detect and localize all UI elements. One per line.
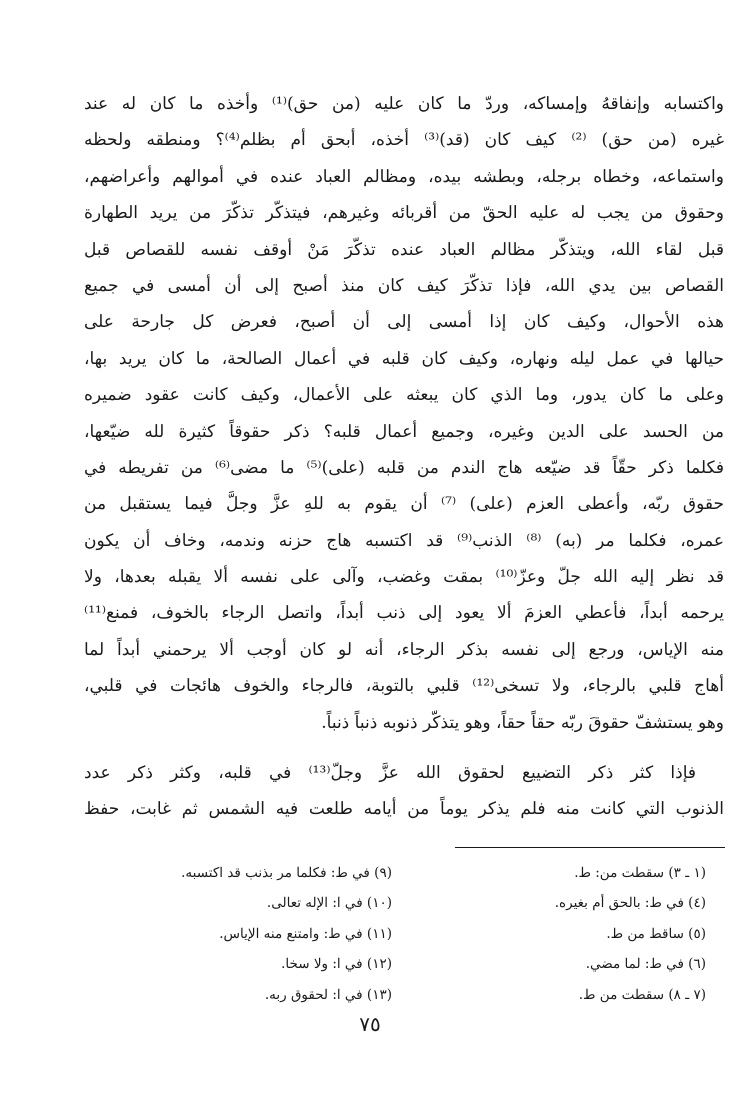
footnote: (١٣) في ا: لحقوق ربه. (264, 986, 392, 1003)
text-line: الذنوب التي كانت منه فلم يذكر يوماً من أيامه طلعت فيه الشمس ثم غابت، حفظ (84, 799, 724, 820)
text-line: وهو يستشفّ حقوقَ ربّه حقاً حقاً، وهو يتذكّر ذنوبه ذنباً ذنباً. (321, 712, 724, 733)
text-line: حيالها في عمل ليله ونهاره، وكيف كان قلبه في أعمال الصالحة، ما كان يريد بها، (84, 348, 724, 369)
footnote: (١٢) في ا: ولا سخا. (281, 956, 392, 973)
text-line: القصاص بين يدي الله، فإذا تذكّرَ كيف كان منذ أصبح إلى أن أمسى في جميع (84, 275, 724, 296)
footnote-divider (455, 847, 725, 848)
text-line: منه الإياس، ورجع إلى نفسه بذكر الرجاء، أنه لو كان أوجب ألا يرحمني أبداً لما (84, 639, 724, 660)
text-line: هذه الأحوال، وكيف كان إذا أمسى إلى أن أصبح، فعرض كل جارحة على (84, 312, 724, 333)
text-line: من الحسد على الدين وغيره، وجميع أعمال قلبه؟ ذكر حقوقاً كثيرة لله ضيّعها، (84, 421, 724, 442)
text-line: غيره (من حق) ⁽²⁾ كيف كان (قد)⁽³⁾ أخذه، أبحق أم بظلم⁽⁴⁾؟ ومنطقه ولحظه (84, 130, 724, 151)
footnote: (١٠) في ا: الإله تعالى. (266, 895, 392, 912)
footnote: (٥) ساقط من ط. (606, 925, 706, 942)
text-line: قد نظر إليه الله جلّ وعزّ⁽¹⁰⁾ بمقت وغضب، وآلى على نفسه ألا يقبله بعدها، ولا (84, 567, 724, 588)
text-line: حقوق ربّه، وأعطى العزم (على) ⁽⁷⁾ أن يقوم به للهِ عزَّ وجلَّ فيما يستقبل من (84, 494, 724, 515)
text-line: عمره، فكلما مر (به) ⁽⁸⁾ الذنب⁽⁹⁾ قد اكتسبه هاج حزنه وندمه، وخاف أن يكون (84, 530, 724, 551)
main-paragraph (84, 86, 724, 741)
text-line: قبل لقاء الله، ويتذكّر مظالم العباد عنده تذكّرَ مَنْ أوقف نفسه للقصاص قبل (84, 239, 724, 260)
text-line: واستماعه، وخطاه برجله، وبطشه بيده، ومظالم العباد عنده في أموالهم وأعراضهم، (84, 166, 724, 187)
footnote: (٤) في ط: بالحق أم بغيره. (554, 895, 706, 912)
text-line: وحقوق من يجب له عليه الحقّ من أقربائه وغيرهم، فيتذكّر تذكّرَ من يريد الطهارة (84, 203, 724, 224)
text-line: أهاج قلبي بالرجاء، ولا تسخى⁽¹²⁾ قلبي بالتوبة، فالرجاء والخوف هائجات في قلبي، (84, 676, 724, 697)
page-number: ٧٥ (359, 1012, 381, 1036)
footnote: (٦) في ط: لما مضي. (585, 956, 706, 973)
text-line: واكتسابه وإنفاقهُ وإمساكه، وردّ ما كان عليه (من حق)⁽¹⁾ وأخذه ما كان له عند (84, 94, 724, 114)
footnotes-left-column (142, 858, 392, 1010)
footnote: (١ ـ ٣) سقطت من: ط. (574, 865, 706, 881)
second-paragraph (84, 755, 724, 828)
footnote: (١١) في ط: وامتنع منه الإياس. (219, 925, 392, 942)
text-line: فإذا كثر ذكر التضييع لحقوق الله عزَّ وجلّ⁽¹³⁾ في قلبه، وكثر ذكر عدد (84, 763, 696, 783)
text-line: يرحمه أبداً، فأعطي العزمَ ألا يعود إلى ذنب أبداً، واتصل الرجاء بالخوف، فمنع⁽¹¹⁾ (84, 603, 724, 624)
footnote: (٧ ـ ٨) سقطت من ط. (578, 986, 706, 1003)
footnote: (٩) في ط: فكلما مر بذنب قد اكتسبه. (181, 865, 392, 881)
footnotes-right-column (506, 858, 706, 1010)
text-line: فكلما ذكر حقّاً قد ضيّعه هاج الندم من قلبه (على)⁽⁵⁾ ما مضى⁽⁶⁾ من تفريطه في (84, 457, 724, 478)
text-line: وعلى ما كان يدور، وما الذي كان يبعثه على الأعمال، وكيف كانت عقود ضميره (84, 385, 724, 406)
